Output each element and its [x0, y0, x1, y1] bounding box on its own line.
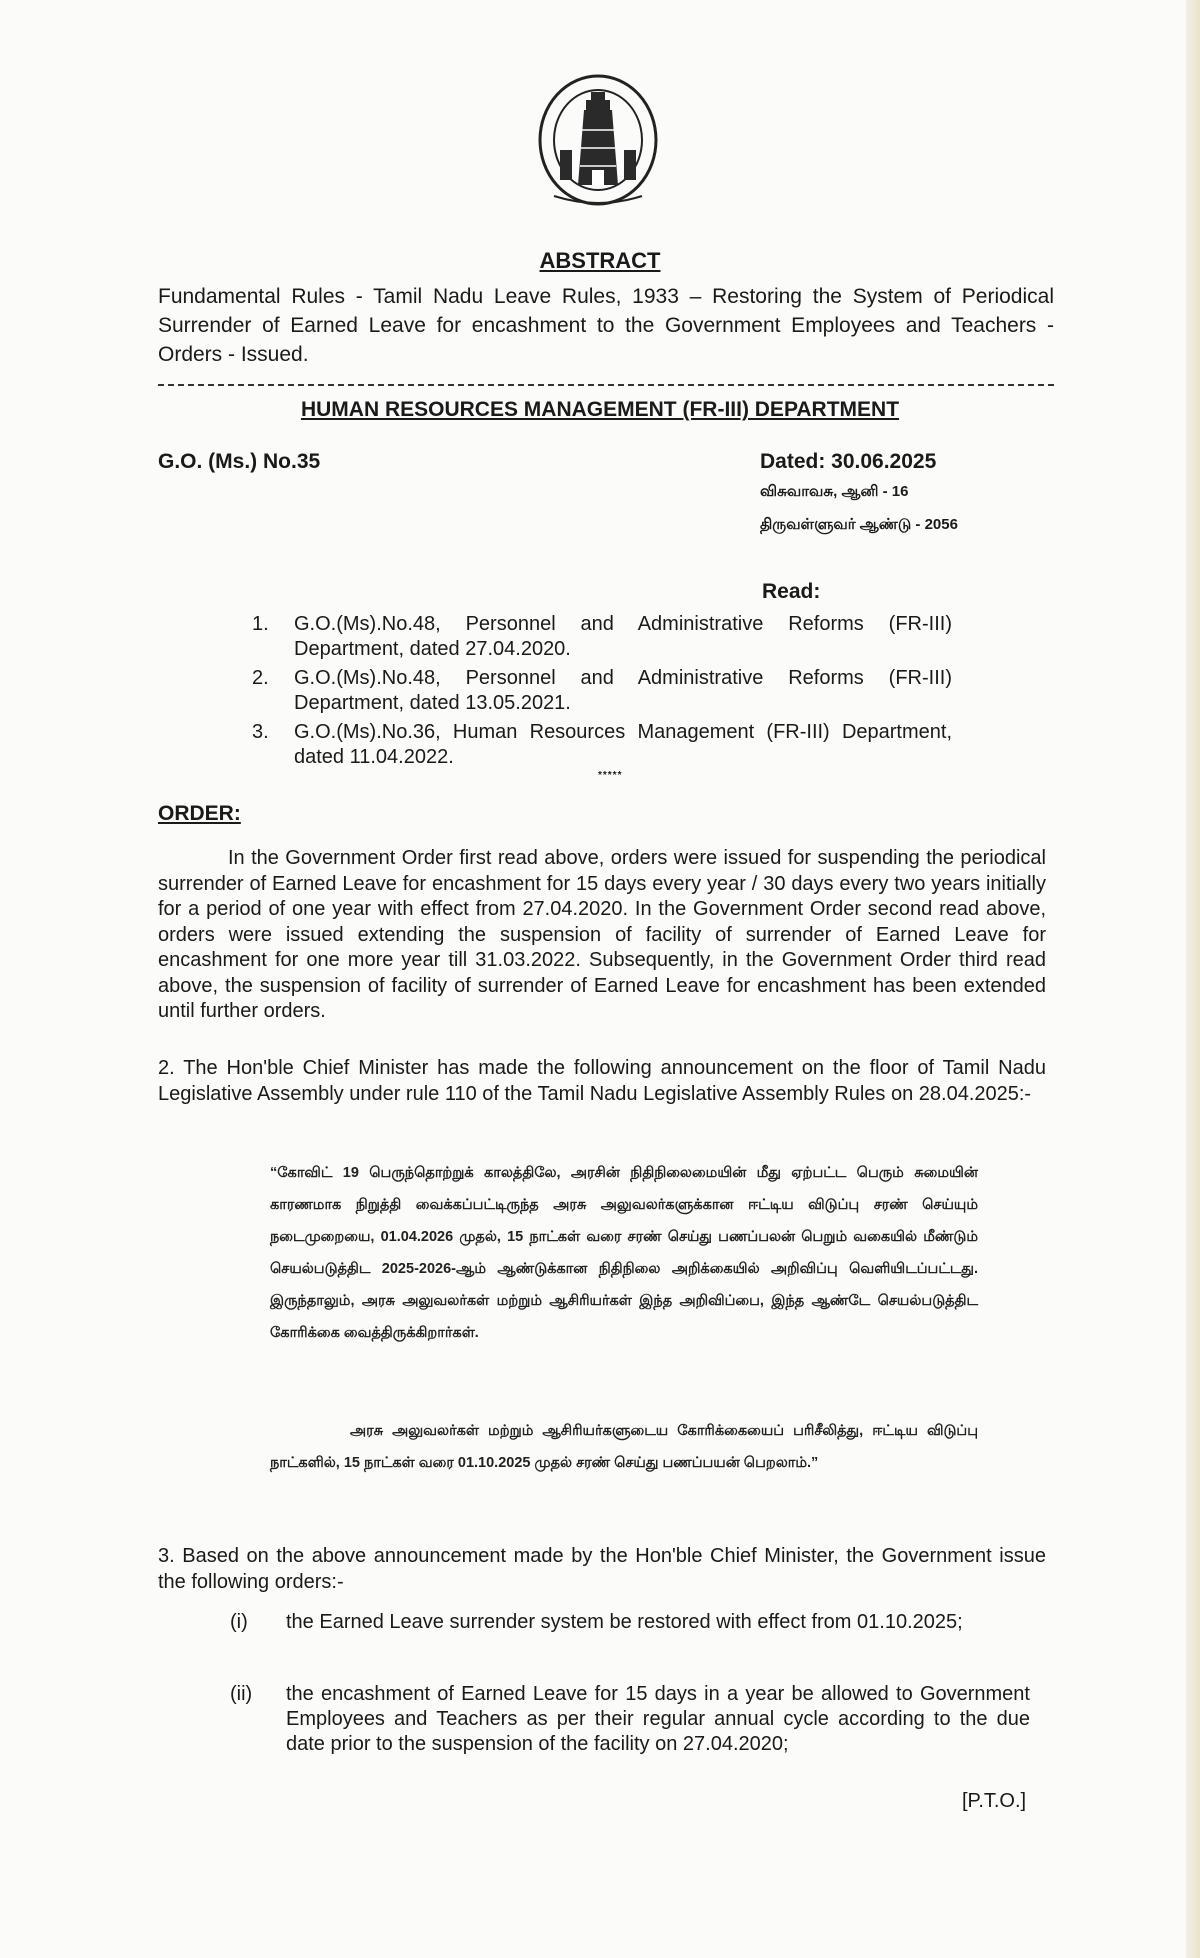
abstract-subject: Fundamental Rules - Tamil Nadu Leave Rules, 1933 – Restoring the System of Periodical Surrender of Earned Leave for encashment to the Government Employees and Teachers - Orders - Issued.: [158, 285, 1054, 366]
reference-list: [252, 612, 952, 774]
tamil-quote-para-1: “கோவிட் 19 பெருந்தொற்றுக் காலத்திலே, அரசின் நிதிநிலைமையின் மீது ஏற்பட்ட பெரும் சுமையின் காரணமாக நிறுத்தி வைக்கப்பட்டிருந்த அரசு அலுவலர்களுக்கான ஈட்டிய விடுப்பு சரண் செய்யும் நடைமுறையை, 01.04.2026 முதல், 15 நாட்கள் வரை சரண் செய்து பணப்பலன் பெறும் வகையில் மீண்டும் செயல்படுத்திட 2025-2026-ஆம் ஆண்டுக்கான நிதிநிலை அறிக்கையில் அறிவிப்பு வெளியிடப்பட்டது. இருந்தாலும், அரசு அலுவலர்கள் மற்றும் ஆசிரியர்கள் இந்த அறிவிப்பை, இந்த ஆண்டே செயல்படுத்திட கோரிக்கை வைத்திருக்கிறார்கள்.: [270, 1165, 978, 1341]
reference-item: 1. G.O.(Ms).No.48, Personnel and Administrative Reforms (FR-III) Department, dated 27.04.2020.: [252, 613, 952, 660]
pto-note: [P.T.O.]: [962, 1790, 1027, 1812]
tamil-nadu-emblem-icon: [528, 70, 668, 222]
order-item: (ii) the encashment of Earned Leave for 15 days in a year be allowed to Government Employees and Teachers as per their regular annual cycle according to the due date prior to the suspension of the facility on 27.04.2020;: [230, 1683, 1030, 1755]
abstract-title: ABSTRACT: [539, 248, 661, 273]
tamil-quote-para-2: அரசு அலுவலர்கள் மற்றும் ஆசிரியர்களுடைய கோரிக்கையைப் பரிசீலித்து, ஈட்டிய விடுப்பு நாட்களில், 15 நாட்கள் வரை 01.10.2025 முதல் சரண் செய்து பணப்பயன் பெறலாம்.”: [270, 1423, 978, 1471]
go-number: G.O. (Ms.) No.35: [158, 450, 321, 473]
department-heading: HUMAN RESOURCES MANAGEMENT (FR-III) DEPARTMENT: [300, 398, 900, 421]
reference-item: 2. G.O.(Ms).No.48, Personnel and Administrative Reforms (FR-III) Department, dated 13.05.2021.: [252, 667, 952, 714]
reference-item: 3. G.O.(Ms).No.36, Human Resources Management (FR-III) Department, dated 11.04.2022.: [252, 721, 952, 768]
order-heading: ORDER:: [158, 802, 241, 825]
tamil-announcement-quote: [270, 1157, 978, 1349]
tamil-year: திருவள்ளுவர் ஆண்டு - 2056: [760, 516, 958, 533]
order-paragraph-1: In the Government Order first read above, orders were issued for suspending the periodical surrender of Earned Leave for encashment for 15 days every year / 30 days every two years initially for a period of one year with effect from 27.04.2020. In the Government Order second read above, orders were issued extending the suspension of facility of surrender of Earned Leave for encashment for one more year till 31.03.2022. Subsequently, in the Government Order third read above, the suspension of facility of surrender of Earned Leave for encashment has been extended until further orders.: [158, 847, 1046, 1022]
date: Dated: 30.06.2025: [760, 450, 937, 473]
paper-edge: [1186, 0, 1200, 1958]
order-paragraph-3: 3. Based on the above announcement made by the Hon'ble Chief Minister, the Government issue the following orders:-: [158, 1545, 1046, 1593]
tamil-announcement-quote-2: [270, 1415, 978, 1479]
order-paragraph-2: 2. The Hon'ble Chief Minister has made the following announcement on the floor of Tamil Nadu Legislative Assembly under rule 110 of the Tamil Nadu Legislative Assembly Rules on 28.04.2025:-: [158, 1057, 1046, 1105]
read-label: Read:: [762, 580, 821, 603]
tamil-date: விசுவாவசு, ஆனி - 16: [760, 483, 909, 500]
order-item: (i) the Earned Leave surrender system be restored with effect from 01.10.2025;: [230, 1611, 963, 1633]
dashed-divider: [158, 384, 1054, 386]
separator-stars: *****: [598, 770, 623, 781]
